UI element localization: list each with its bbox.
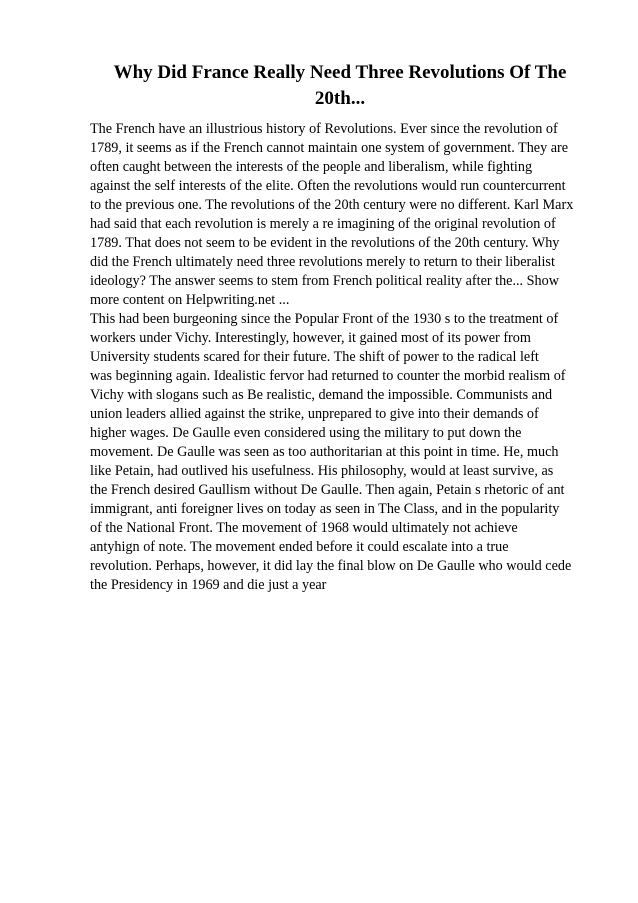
text-line: higher wages. De Gaulle even considered using the military to put down the (90, 425, 522, 441)
text-line: more content on Helpwriting.net ... (90, 292, 290, 308)
text-line: union leaders allied against the strike, unprepared to give into their demands of (90, 406, 539, 422)
text-line: often caught between the interests of the people and liberalism, while fighting (90, 159, 533, 175)
text-line: the French desired Gaullism without De Gaulle. Then again, Petain s rhetoric of ant (90, 482, 565, 498)
text-line: This had been burgeoning since the Popular Front of the 1930 s to the treatment of (90, 311, 559, 327)
paragraph-1 (90, 120, 590, 310)
title-line: Why Did France Really Need Three Revolutions Of The (113, 62, 567, 83)
text-line: of the National Front. The movement of 1968 would ultimately not achieve (90, 520, 518, 536)
document-title (95, 60, 585, 112)
text-line: had said that each revolution is merely a re imagining of the original revolution of (90, 216, 556, 232)
text-line: revolution. Perhaps, however, it did lay the final blow on De Gaulle who would cede (90, 558, 572, 574)
text-line: 1789, it seems as if the French cannot maintain one system of government. They are (90, 140, 569, 156)
text-line: antyhign of note. The movement ended before it could escalate into a true (90, 539, 509, 555)
text-line: Vichy with slogans such as Be realistic, demand the impossible. Communists and (90, 387, 553, 403)
document-body (90, 120, 590, 595)
text-line: did the French ultimately need three revolutions merely to return to their liberalist (90, 254, 555, 270)
text-line: ideology? The answer seems to stem from French political reality after the... Show (90, 273, 559, 289)
text-line: immigrant, anti foreigner lives on today as seen in The Class, and in the popularity (90, 501, 560, 517)
text-line: 1789. That does not seem to be evident in the revolutions of the 20th century. Why (90, 235, 560, 251)
text-line: to the previous one. The revolutions of the 20th century were no different. Karl Marx (90, 197, 574, 213)
text-line: like Petain, had outlived his usefulness. His philosophy, would at least survive, as (90, 463, 554, 479)
text-line: the Presidency in 1969 and die just a year (90, 577, 327, 593)
text-line: The French have an illustrious history of Revolutions. Ever since the revolution of (90, 121, 558, 137)
text-line: against the self interests of the elite. Often the revolutions would run countercurrent (90, 178, 566, 194)
text-line: was beginning again. Idealistic fervor had returned to counter the morbid realism of (90, 368, 566, 384)
text-line: University students scared for their future. The shift of power to the radical left (90, 349, 539, 365)
text-line: workers under Vichy. Interestingly, however, it gained most of its power from (90, 330, 531, 346)
paragraph-2 (90, 310, 590, 595)
title-line: 20th... (314, 88, 366, 109)
text-line: movement. De Gaulle was seen as too authoritarian at this point in time. He, much (90, 444, 559, 460)
